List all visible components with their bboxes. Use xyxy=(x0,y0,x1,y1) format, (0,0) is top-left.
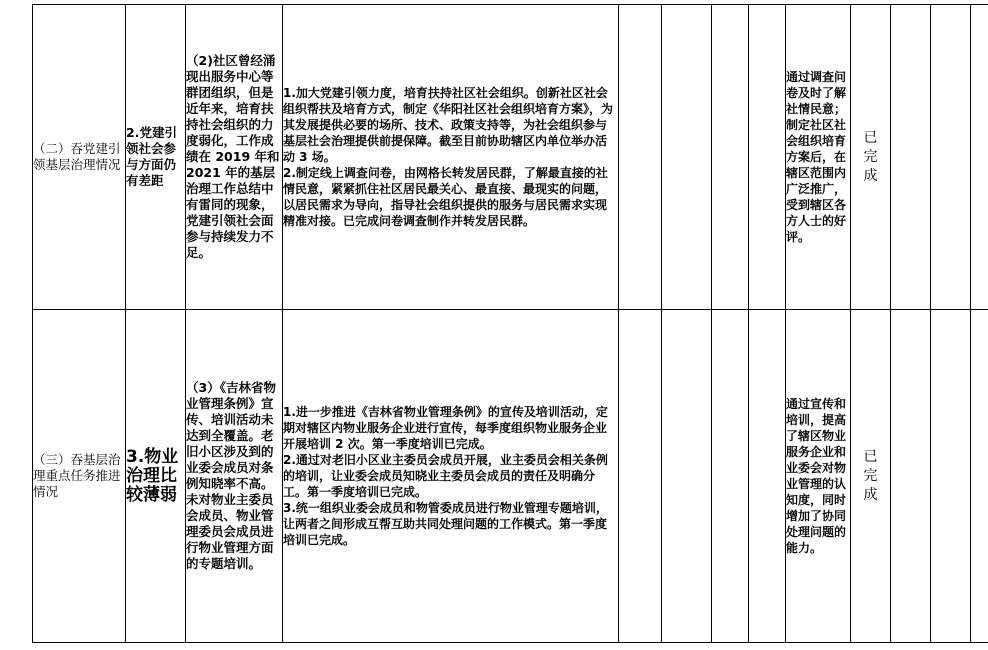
empty-cell xyxy=(891,5,931,310)
measure-item: 2.通过对老旧小区业主委员会成员开展，业主委员会相关条例的培训，让业委会成员知晓业主委员会成员的责任及明确分工。第一季度培训已完成。 xyxy=(283,453,608,499)
empty-cell xyxy=(749,5,786,310)
category-cell: （二）吞党建引领基层治理情况 xyxy=(33,5,126,310)
table-row xyxy=(33,5,988,310)
empty-cell xyxy=(931,5,971,310)
rectification-table xyxy=(32,4,988,643)
status-cell xyxy=(851,310,891,643)
empty-cell xyxy=(662,310,712,643)
issue-cell: 2.党建引领社会参与方面仍有差距 xyxy=(126,5,186,310)
empty-cell xyxy=(712,310,749,643)
empty-cell xyxy=(662,5,712,310)
measure-item: 3.统一组织业委会成员和物管委成员进行物业管理专题培训，让两者之间形成互帮互助共同处理问题的工作模式。第一季度培训已完成。 xyxy=(283,501,608,547)
measures-cell xyxy=(283,5,619,310)
result-cell: 通过调查问卷及时了解社情民意；制定社区社会组织培育方案后，在辖区范围内广泛推广，受到辖区各方人士的好评。 xyxy=(786,5,851,310)
empty-cell xyxy=(712,5,749,310)
measures-cell xyxy=(283,310,619,643)
measure-item: 2.制定线上调查问卷，由网格长转发居民群，了解最直接的社情民意，紧紧抓住社区居民最关心、最直接、最现实的问题，以居民需求为导向，指导社会组织提供的服务与居民需求实现精准对接。已完成问卷调查制作并转发居民群。 xyxy=(283,166,608,228)
problem-description-cell: （3）《吉林省物业管理条例》宣传、培训活动未达到全覆盖。老旧小区涉及到的业委会成员对条例知晓率不高。未对物业主委员会成员、物业管理委员会成员进行物业管理方面的专题培训。 xyxy=(186,310,283,643)
empty-cell xyxy=(971,5,988,310)
empty-cell xyxy=(971,310,988,643)
empty-cell xyxy=(619,5,662,310)
problem-description-cell: （2)社区曾经涌现出服务中心等群团组织，但是近年来，培育扶持社会组织的力度弱化，工作成绩在 2019 年和 2021 年的基层治理工作总结中有雷同的现象，党建引领社会面参与持续发力不足。 xyxy=(186,5,283,310)
empty-cell xyxy=(931,310,971,643)
measure-item: 1.加大党建引领力度，培育扶持社区社会组织。创新社区社会组织帮扶及培育方式，制定《华阳社区社会组织培育方案》，为其发展提供必要的场所、技术、政策支持等，为社会组织参与基层社会治理提供前提保障。截至目前协助辖区内单位举办活动 3 场。 xyxy=(283,86,614,164)
category-cell: （三）吞基层治理重点任务推进情况 xyxy=(33,310,126,643)
empty-cell xyxy=(749,310,786,643)
issue-cell: 3.物业治理比较薄弱 xyxy=(126,310,186,643)
empty-cell xyxy=(891,310,931,643)
status-text: 已完成 xyxy=(863,448,878,503)
measure-item: 1.进一步推进《吉林省物业管理条例》的宣传及培训活动，定期对辖区内物业服务企业进行宣传，每季度组织物业服务企业开展培训 2 次。第一季度培训已完成。 xyxy=(283,405,608,451)
empty-cell xyxy=(619,310,662,643)
result-cell: 通过宣传和培训，提高了辖区物业服务企业和业委会对物业管理的认知度，同时增加了协同处理问题的能力。 xyxy=(786,310,851,643)
status-cell xyxy=(851,5,891,310)
status-text: 已完成 xyxy=(863,129,878,184)
table-row xyxy=(33,310,988,643)
